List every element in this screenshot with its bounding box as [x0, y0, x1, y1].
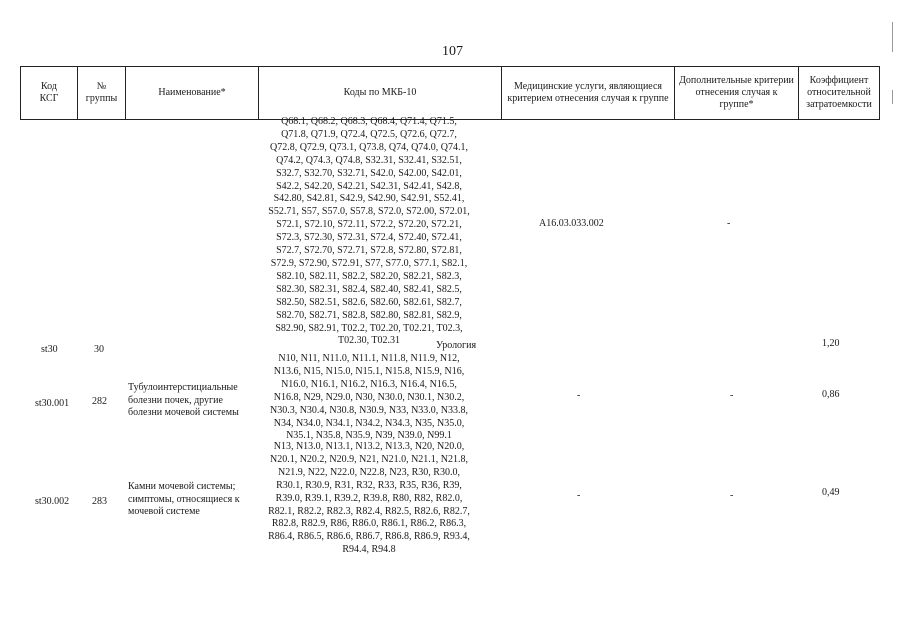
header-group: № группы — [77, 67, 125, 119]
section-group: 30 — [94, 344, 104, 355]
row-group: 283 — [92, 496, 107, 507]
codes-list: N10, N11, N11.0, N11.1, N11.8, N11.9, N12, N13.6, N15, N15.0, N15.1, N15.8, N15.9, N16, N16.0, N16.1, N16.2, N16.3, N16.4, N16.5, N16.8, N29, N29.0, N30, N30.0, N30.1, N30.2, N30.3, N30.4, N30.8, N30.9, N33, N33.0, N33.8, N34, N34.0, N34.1, N34.2, N34.3, N35, N35.0, N35.1, N35.8, N35.9, N39, N39.0, N99.1 — [269, 353, 469, 442]
section-code: st30 — [41, 344, 58, 355]
header-services: Медицинские услуги, являющиеся критерием отнесения случая к группе — [501, 67, 674, 119]
row-group: 282 — [92, 396, 107, 407]
header-code: Код КСГ — [20, 67, 77, 119]
scan-edge-line — [892, 90, 893, 104]
row-coef: 0,49 — [822, 487, 840, 498]
criteria-dash: - — [727, 218, 731, 229]
section-title: Урология — [436, 340, 477, 351]
row-criteria-dash: - — [730, 490, 734, 501]
row-criteria-dash: - — [730, 390, 734, 401]
row-code: st30.002 — [35, 496, 70, 507]
row-service-dash: - — [577, 390, 581, 401]
codes-list-continuation: Q68.1, Q68.2, Q68.3, Q68.4, Q71.4, Q71.5, Q71.8, Q71.9, Q72.4, Q72.5, Q72.6, Q72.7, Q72.8, Q72.9, Q73.1, Q73.8, Q74, Q74.0, Q74.1, Q74.2, Q74.3, Q74.8, S32.31, S32.41, S32.51, S32.7, S32.70, S32.71, S42.0, S42.00, S42.01, S42.2, S42.20, S42.21, S42.31, S42.41, S42.8, S42.80, S42.81, S42.9, S42.90, S42.91, S52.41, S52.71, S57, S57.0, S57.8, S72.0, S72.00, S72.01, S72.1, S72.10, S72.11, S72.2, S72.20, S72.21, S72.3, S72.30, S72.31, S72.4, S72.40, S72.41, S72.7, S72.70, S72.71, S72.8, S72.80, S72.81, S72.9, S72.90, S72.91, S77, S77.0, S77.1, S82.1, S82.10, S82.11, S82.2, S82.20, S82.21, S82.3, S82.30, S82.31, S82.4, S82.40, S82.41, S82.5, S82.50, S82.51, S82.6, S82.60, S82.61, S82.7, S82.70, S82.71, S82.8, S82.80, S82.81, S82.9, S82.90, S82.91, T02.2, T02.20, T02.21, T02.3, T02.30, T02.31 — [268, 116, 470, 347]
codes-list: N13, N13.0, N13.1, N13.2, N13.3, N20, N20.0, N20.1, N20.2, N20.9, N21, N21.0, N21.1, N21.8, N21.9, N22, N22.0, N22.8, N23, R30, R30.0, R30.1, R30.9, R31, R32, R33, R35, R36, R39, R39.0, R39.1, R39.2, R39.8, R80, R82, R82.0, R82.1, R82.2, R82.3, R82.4, R82.5, R82.6, R82.7, R82.8, R82.9, R86, R86.0, R86.1, R86.2, R86.3, R86.4, R86.5, R86.6, R86.7, R86.8, R86.9, R93.4, R94.4, R94.8 — [268, 441, 470, 556]
header-name: Наименование* — [125, 67, 258, 119]
row-coef: 0,86 — [822, 389, 840, 400]
table-header — [20, 66, 880, 120]
row-service-dash: - — [577, 490, 581, 501]
row-name: Камни мочевой системы; симптомы, относящиеся к мочевой системе — [128, 481, 240, 517]
section-coef: 1,20 — [822, 338, 840, 349]
service-code: A16.03.033.002 — [539, 218, 604, 229]
header-criteria: Дополнительные критерии отнесения случая к группе* — [674, 67, 798, 119]
row-code: st30.001 — [35, 398, 70, 409]
page-number: 107 — [442, 44, 463, 59]
header-mkb: Коды по МКБ-10 — [258, 67, 501, 119]
header-coef: Коэффициент относительной затратоемкости — [798, 67, 880, 119]
row-name: Тубулоинтерстициальные болезни почек, другие болезни мочевой системы — [128, 382, 239, 418]
